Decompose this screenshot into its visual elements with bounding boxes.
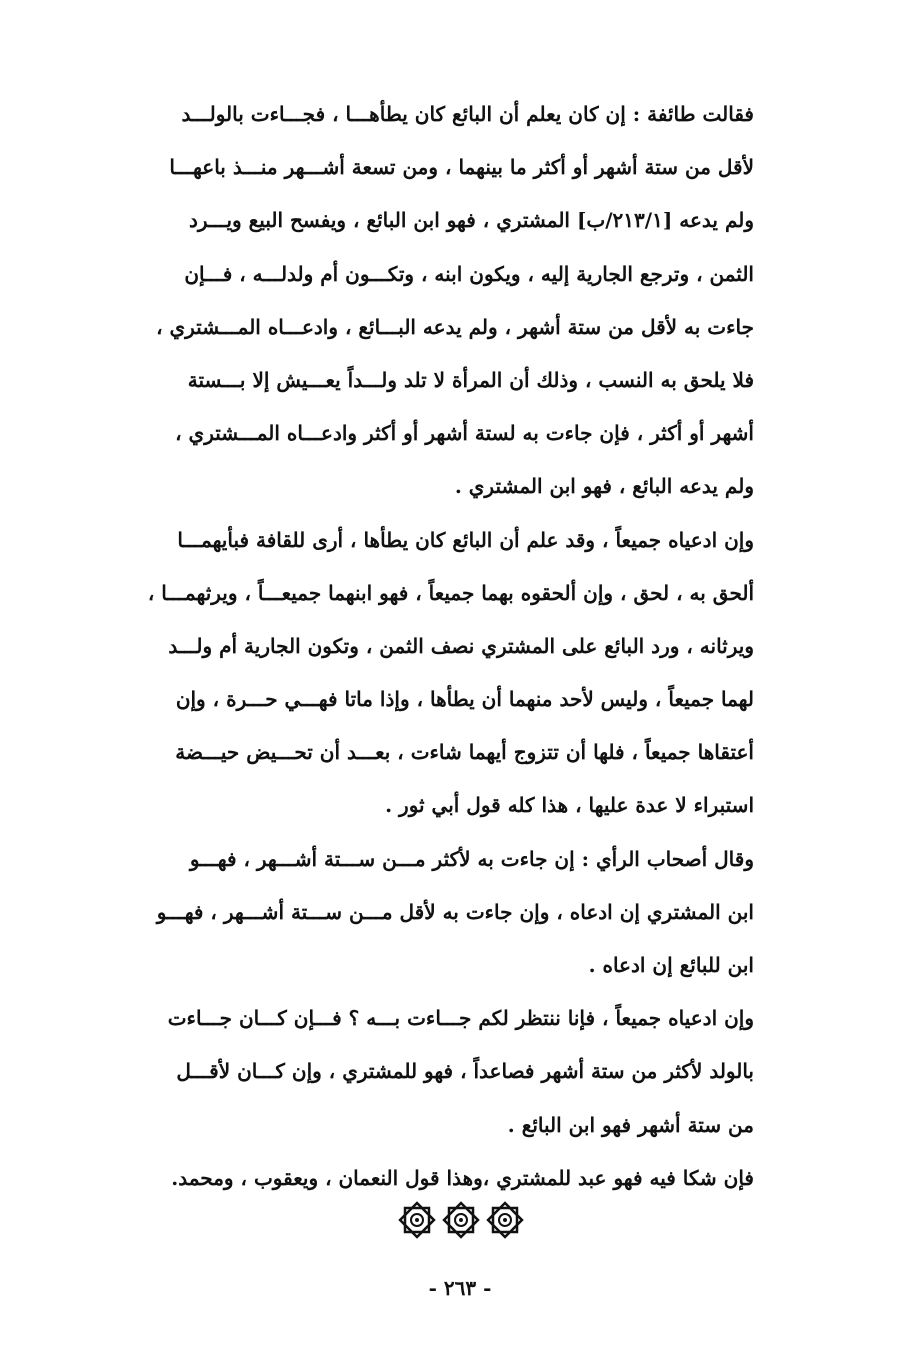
text-line: ابن المشتري إن ادعاه ، وإن جاءت به لأقل مـــن ســـتة أشـــهر ، فهـــو xyxy=(156,899,754,924)
page-number: - ٢٦٣ - xyxy=(428,1276,492,1300)
paragraph-4 xyxy=(104,992,754,1152)
text-line: وقال أصحاب الرأي : إن جاءت به لأكثر مـــن ســـتة أشـــهر ، فهـــو xyxy=(189,846,754,871)
text-line: ابن للبائع إن ادعاه . xyxy=(588,953,754,977)
text-line: فإن شكا فيه فهو عبد للمشتري ،وهذا قول النعمان ، ويعقوب ، ومحمد. xyxy=(171,1165,754,1190)
text-line: لأقل من ستة أشهر أو أكثر ما بينهما ، ومن تسعة أشـــهر منـــذ باعهـــا xyxy=(169,155,754,180)
eight-point-star-ornament-icon xyxy=(397,1200,437,1240)
text-line: جاءت به لأقل من ستة أشهر ، ولم يدعه البـــائع ، وادعـــاه المـــشتري ، xyxy=(156,314,754,339)
text-line: لهما جميعاً ، وليس لأحد منهما أن يطأها ، وإذا ماتا فهـــي حـــرة ، وإن xyxy=(175,687,754,712)
eight-point-star-ornament-icon xyxy=(441,1200,481,1240)
text-line: ولم يدعه [٢١٣/١/ب] المشتري ، فهو ابن البائع ، ويفسح البيع ويـــرد xyxy=(188,208,754,233)
text-line: فقالت طائفة : إن كان يعلم أن البائع كان يطأهـــا ، فجـــاءت بالولـــد xyxy=(181,102,754,126)
text-line: ويرثانه ، ورد البائع على المشتري نصف الثمن ، وتكون الجارية أم ولـــد xyxy=(168,633,754,658)
paragraph-2 xyxy=(104,514,754,833)
text-line: وإن ادعياه جميعاً ، وقد علم أن البائع كان يطأها ، أرى للقافة فبأيهمـــا xyxy=(177,527,754,552)
paragraph-1 xyxy=(104,88,754,514)
text-line: من ستة أشهر فهو ابن البائع . xyxy=(507,1112,754,1137)
text-line: أعتقاها جميعاً ، فلها أن تتزوج أيهما شاءت ، بعـــد أن تحـــيض حيـــضة xyxy=(175,740,754,765)
paragraph-3 xyxy=(104,833,754,993)
text-line: بالولد لأكثر من ستة أشهر فصاعداً ، فهو للمشتري ، وإن كـــان لأقـــل xyxy=(176,1059,754,1084)
text-line: ألحق به ، لحق ، وإن ألحقوه بهما جميعاً ، فهو ابنهما جميعـــاً ، ويرثهمـــا ، xyxy=(147,580,754,605)
text-line: الثمن ، وترجع الجارية إليه ، ويكون ابنه ، وتكـــون أم ولدلـــه ، فـــإن xyxy=(184,261,754,286)
text-line: وإن ادعياه جميعاً ، فإنا ننتظر لكم جـــاءت بـــه ؟ فـــإن كـــان جـــاءت xyxy=(167,1006,754,1031)
body-text xyxy=(104,88,754,1205)
section-separator xyxy=(396,1197,526,1243)
text-line: استبراء لا عدة عليها ، هذا كله قول أبي ثور . xyxy=(385,793,754,818)
text-line: ولم يدعه البائع ، فهو ابن المشتري . xyxy=(454,474,754,499)
eight-point-star-ornament-icon xyxy=(485,1200,525,1240)
text-line: أشهر أو أكثر ، فإن جاءت به لستة أشهر أو أكثر وادعـــاه المـــشتري ، xyxy=(175,421,754,446)
text-line: فلا يلحق به النسب ، وذلك أن المرأة لا تلد ولـــداً يعـــيش إلا بـــستة xyxy=(187,367,754,392)
